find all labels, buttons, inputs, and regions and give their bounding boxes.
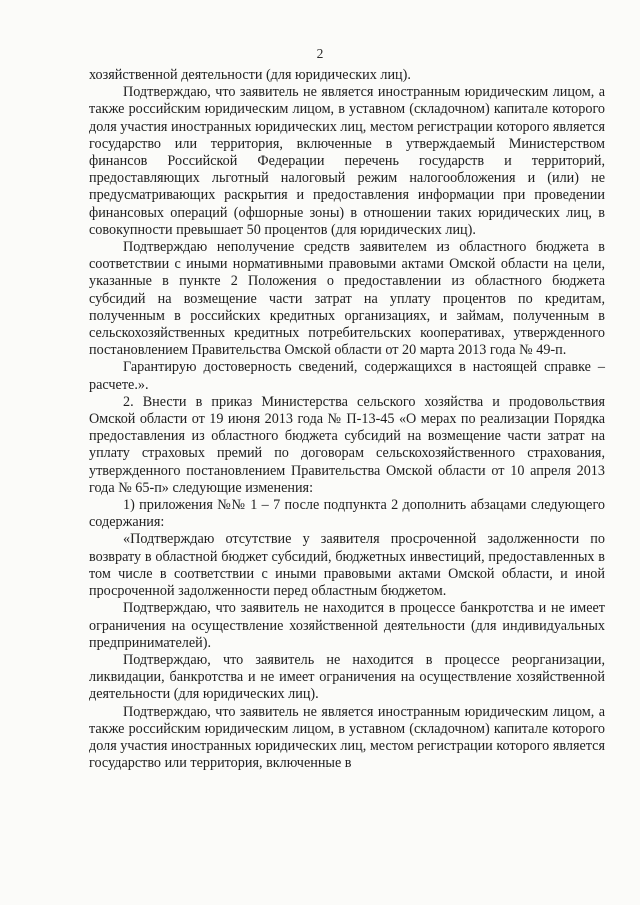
paragraph: Подтверждаю, что заявитель не является иностранным юридическим лицом, а также российским юридическим лицом, в уставном (складочном) капитале которого доля участия иностранных юридических лиц, местом регистрации которого является государство или территория, включенные в [89,703,605,772]
paragraph: Подтверждаю, что заявитель не находится в процессе банкротства и не имеет ограничения на осуществление хозяйственной деятельности (для индивидуальных предпринимателей). [89,600,605,651]
paragraph: Подтверждаю, что заявитель не является иностранным юридическим лицом, а также российским юридическим лицом, в уставном (складочном) капитале которого доля участия иностранных юридических лиц, местом регистрации которого является государство или территория, включенные в утверждаемый Министерством финансов Российской Федерации перечень государств и территорий, предоставляющих льготный налоговый режим налогообложения и (или) не предусматривающих раскрытия и предоставления информации при проведении финансовых операций (офшорные зоны) в отношении таких юридических лиц, в совокупности превышает 50 процентов (для юридических лиц). [89,84,605,238]
paragraph: Гарантирую достоверность сведений, содержащихся в настоящей справке – расчете.». [89,359,605,393]
page-number: 2 [316,46,324,61]
paragraph: Подтверждаю, что заявитель не находится в процессе реорганизации, ликвидации, банкротства и не имеет ограничения на осуществление хозяйственной деятельности (для юридических лиц). [89,651,605,703]
paragraph: «Подтверждаю отсутствие у заявителя просроченной задолженности по возврату в областной бюджет субсидий, бюджетных инвестиций, предоставленных в том числе в соответствии с иными правовыми актами Омской области, и иной просроченной задолженности перед областным бюджетом. [89,531,605,600]
document-body [89,67,605,772]
paragraph: 2. Внести в приказ Министерства сельского хозяйства и продовольствия Омской области от 19 июня 2013 года № П-13-45 «О мерах по реализации Порядка предоставления из областного бюджета субсидий на возмещение части затрат на уплату страховых премий по договорам сельскохозяйственного страхования, утвержденного постановлением Правительства Омской области от 10 апреля 2013 года № 65-п» следующие изменения: [89,393,605,496]
paragraph: Подтверждаю неполучение средств заявителем из областного бюджета в соответствии с иными нормативными правовыми актами Омской области на цели, указанные в пункте 2 Положения о предоставлении из областного бюджета субсидий на возмещение части затрат на уплату процентов по кредитам, полученным в российских кредитных организациях, и займам, полученным в сельскохозяйственных кредитных потребительских кооперативах, утвержденного постановлением Правительства Омской области от 20 марта 2013 года № 49-п. [89,239,605,359]
paragraph: хозяйственной деятельности (для юридических лиц). [89,67,411,83]
paragraph: 1) приложения №№ 1 – 7 после подпункта 2 дополнить абзацами следующего содержания: [89,497,605,531]
